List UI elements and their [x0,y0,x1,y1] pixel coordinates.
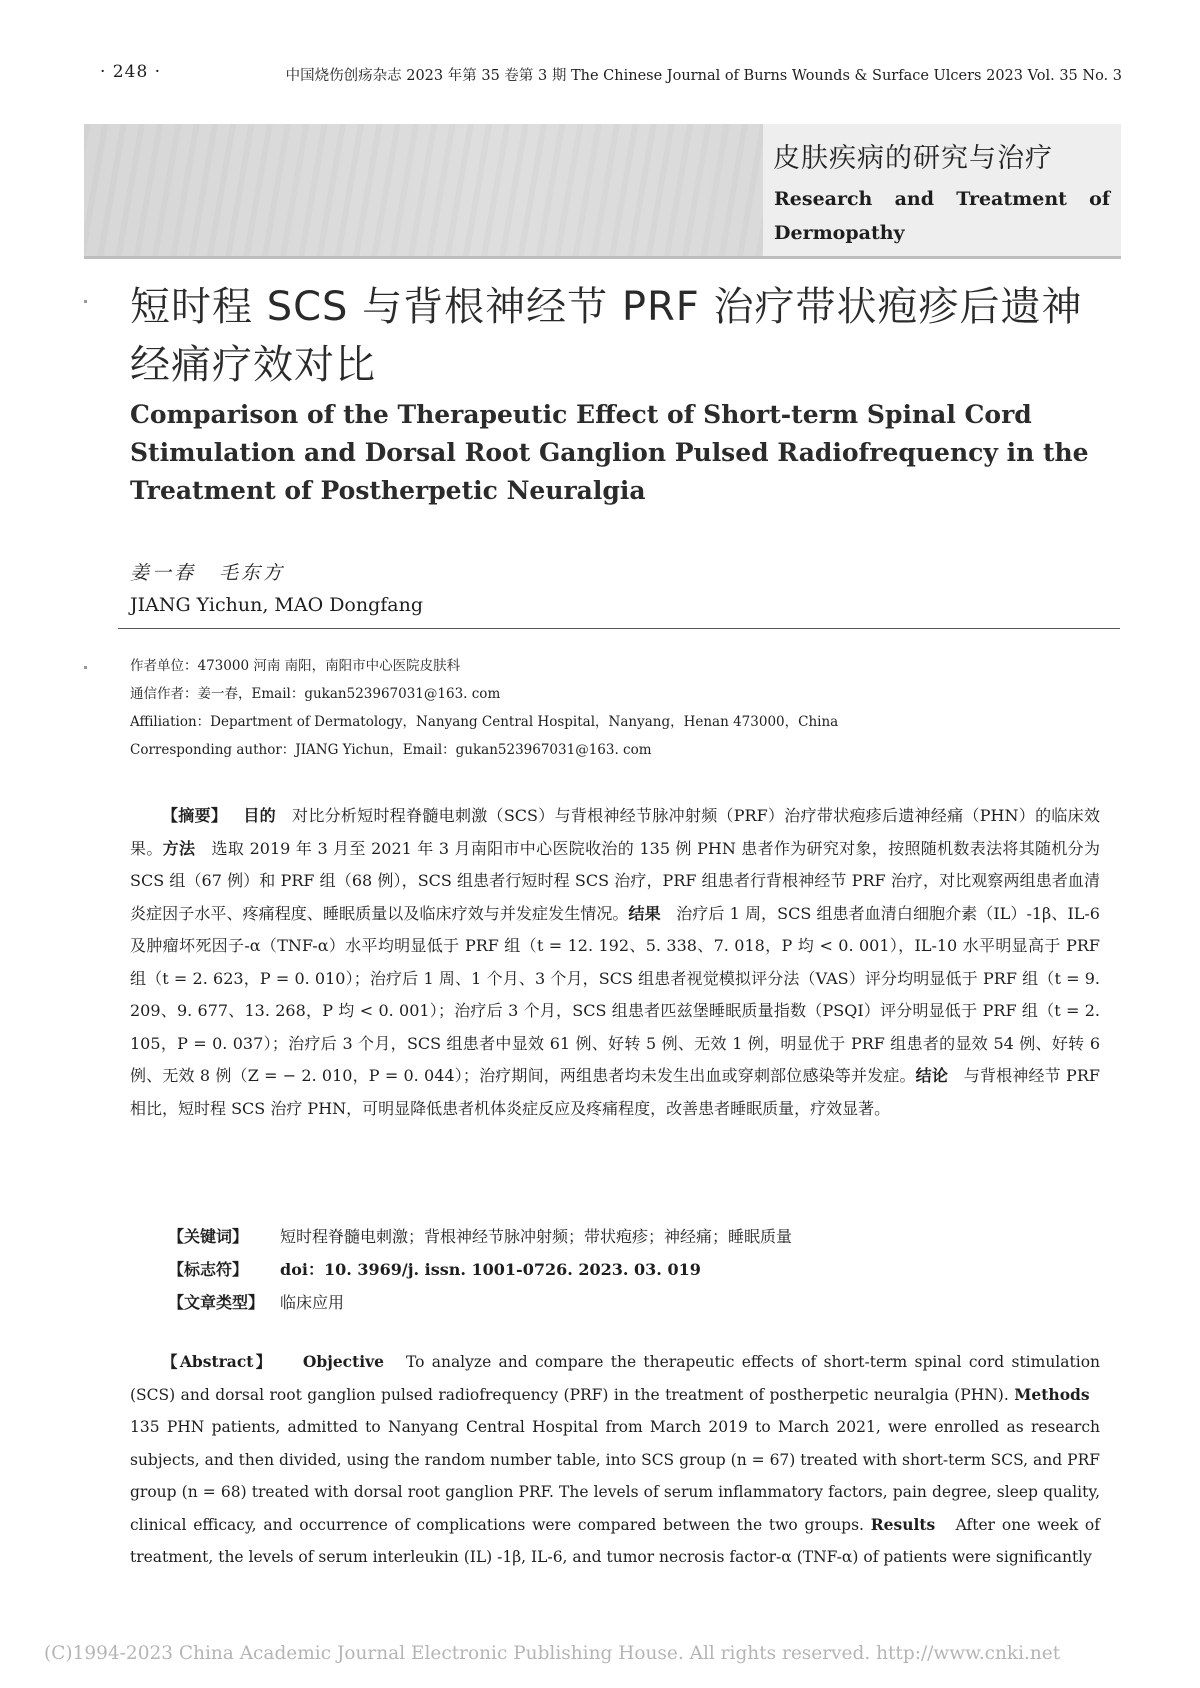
page-number: · 248 · [100,62,162,82]
section-title-cn: 皮肤疾病的研究与治疗 [773,143,1053,174]
authors-cn: 姜一春 毛东方 [130,562,286,584]
keywords-value: 短时程脊髓电刺激；背根神经节脉冲射频；带状疱疹；神经痛；睡眠质量 [280,1227,793,1246]
corresponding-author-cn: 通信作者：姜一春，Email：gukan523967031@163. com [130,686,501,702]
conclusion-text-cn: 与背根神经节 PRF 相比，短时程 SCS 治疗 PHN，可明显降低患者机体炎症反应及疼痛程度，改善患者睡眠质量，疗效显著。 [130,1066,1100,1118]
corresponding-author-en: Corresponding author：JIANG Yichun，Email：gukan523967031@163. com [130,742,652,758]
section-label-box [763,124,1121,256]
affiliation-en: Affiliation：Department of Dermatology，Nanyang Central Hospital，Nanyang，Henan 473000，China [130,714,839,730]
article-title-cn: 短时程 SCS 与背根神经节 PRF 治疗带状疱疹后遗神经痛疗效对比 [130,284,1083,388]
copyright-footer: (C)1994-2023 China Academic Journal Electronic Publishing House. All rights reserved. http://www.cnki.net [44,1643,1061,1664]
results-text-cn: 治疗后 1 周，SCS 组患者血清白细胞介素（IL）-1β、IL-6 及肿瘤坏死因子-α（TNF-α）水平均明显低于 PRF 组（t = 12. 192、5. 338、7. 018，P 均 < 0. 001），IL-10 水平明显高于 PRF 组（t = 2. 623，P = 0. 010）；治疗后 1 周、1 个月、3 个月，SCS 组患者视觉模拟评分法（VAS）评分均明显低于 PRF 组（t = 9. 209、9. 677、13. 268，P 均 < 0. 001）；治疗后 3 个月，SCS 组患者匹兹堡睡眠质量指数（PSQI）评分明显低于 PRF 组（t = 2. 105，P = 0. 037）；治疗后 3 个月，SCS 组患者中显效 61 例、好转 5 例、无效 1 例，明显优于 PRF 组患者的显效 54 例、好转 6 例、无效 8 例（Z = − 2. 010，P = 0. 044）；治疗期间，两组患者均未发生出血或穿刺部位感染等并发症。 [130,903,1100,1085]
doi-value: doi：10. 3969/j. issn. 1001-0726. 2023. 03. 019 [280,1260,701,1279]
banner-rule [84,256,1121,259]
journal-citation: 中国烧伤创疡杂志 2023 年第 35 卷第 3 期 The Chinese Journal of Burns Wounds & Surface Ulcers 2023 Vol. 35 No. 3 [285,68,1122,84]
author-divider [118,628,1120,629]
article-title-en: Comparison of the Therapeutic Effect of Short-term Spinal Cord Stimulation and Dorsal Root Ganglion Pulsed Radiofrequency in the Treatment of Postherpetic Neuralgia [130,400,1089,505]
abstract-en [130,1346,1100,1574]
section-banner-texture [84,124,764,256]
margin-mark [84,300,87,303]
margin-mark [84,666,87,669]
objective-label-cn: 目的 [243,806,276,825]
affiliation-cn: 作者单位：473000 河南 南阳，南阳市中心医院皮肤科 [130,658,461,674]
methods-label-cn: 方法 [162,838,196,858]
article-type-row [168,1290,344,1313]
objective-text-cn: 对比分析短时程脊髓电刺激（SCS）与背根神经节脉冲射频（PRF）治疗带状疱疹后遗神经痛（PHN）的临床效果。 [130,806,1100,858]
section-title-en: Research and Treatment of Dermopathy [774,188,1110,244]
doi-row [168,1257,701,1280]
article-type-value: 临床应用 [280,1293,345,1312]
keywords-row [168,1224,792,1247]
keywords-label: 【关键词】 [168,1227,249,1246]
conclusion-label-cn: 结论 [915,1066,948,1085]
methods-text-en: 135 PHN patients, admitted to Nanyang Central Hospital from March 2019 to March 2021, were enrolled as research subjects, and then divided, using the random number table, into SCS group (n = 67) treated with short-term SCS, and PRF group (n = 68) treated with dorsal root ganglion PRF. The levels of serum inflammatory factors, pain degree, sleep quality, clinical efficacy, and occurrence of complications were compared between the two groups. [130,1418,1100,1534]
authors-en: JIANG Yichun, MAO Dongfang [130,594,424,616]
abstract-label-en: 【Abstract】 [162,1352,274,1371]
results-label-cn: 结果 [628,903,661,923]
abstract-cn [130,800,1100,1125]
running-head [0,62,1200,92]
objective-label-en: Objective [302,1352,385,1371]
methods-label-en: Methods [1014,1384,1090,1404]
objective-text-en: To analyze and compare the therapeutic effects of short-term spinal cord stimulation (SCS) and dorsal root ganglion pulsed radiofrequency (PRF) in the treatment of postherpetic neuralgia (PHN). [130,1353,1101,1404]
article-type-label: 【文章类型】 [168,1293,265,1312]
methods-text-cn: 选取 2019 年 3 月至 2021 年 3 月南阳市中心医院收治的 135 例 PHN 患者作为研究对象，按照随机数表法将其随机分为 SCS 组（67 例）和 PRF 组（68 例），SCS 组患者行短时程 SCS 治疗，PRF 组患者行背根神经节 PRF 治疗，对比观察两组患者血清炎症因子水平、疼痛程度、睡眠质量以及临床疗效与并发症发生情况。 [130,838,1100,923]
abstract-label-cn: 【摘要】 [162,806,228,825]
results-text-en: After one week of treatment, the levels of serum interleukin (IL) -1β, IL-6, and tumor necrosis factor-α (TNF-α) of patients were significantly [130,1515,1100,1566]
doi-label: 【标志符】 [168,1260,249,1279]
results-label-en: Results [870,1514,936,1534]
